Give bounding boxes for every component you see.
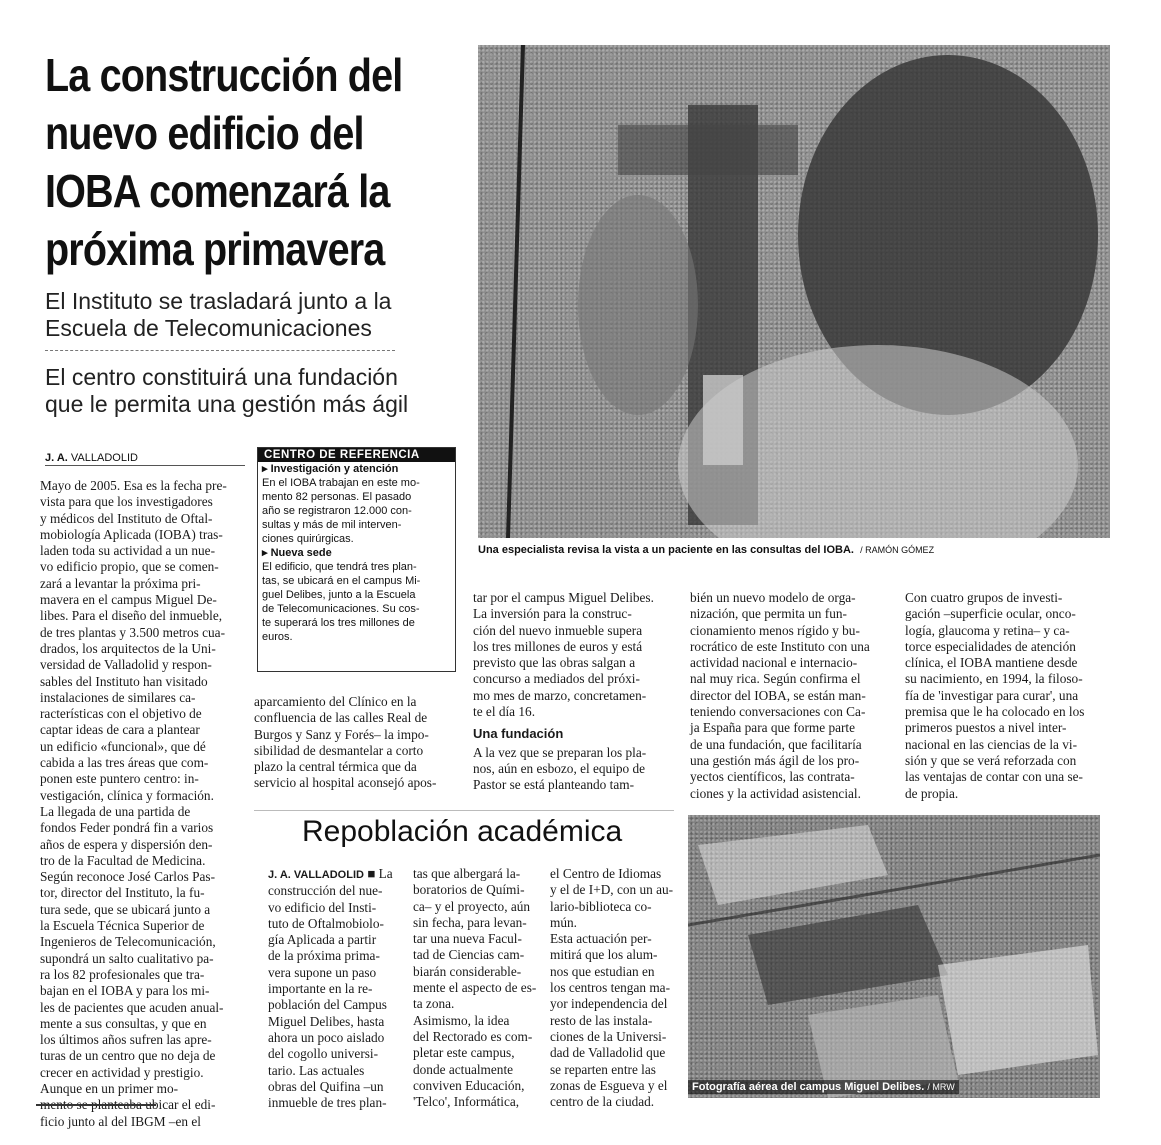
text-line: actividad nacional e internacio- [690,655,858,671]
text-line: tro de la Facultad de Medicina. [40,852,206,868]
text-line: sultas y más de mil interven- [262,519,402,531]
text-line: sin fecha, para levan- [413,914,527,930]
sidebar-column-3 [550,866,673,1110]
text-line: mente a sus consultas, y que en [40,1015,207,1031]
text-line: rocrático de este Instituto con una [690,638,870,654]
text-line: sión y que se verá reforzada con [905,752,1077,768]
photo-aerial-illustration [688,815,1100,1098]
text-line: donde actualmente [413,1061,514,1077]
deck-2 [45,364,408,418]
text-line: pletar este campus, [413,1045,515,1061]
text-line: yectos científicos, las contrata- [690,769,855,785]
text-line: mitirá que los alum- [550,947,658,963]
text-line: zará a levantar la próxima pri- [40,575,201,591]
text-line: cabida a las tres áreas que com- [40,755,209,771]
text-line: resto de las instala- [550,1012,653,1028]
column-2 [254,694,436,792]
sidebar-bullet-icon: ■ [367,866,376,881]
text-line: población del Campus [268,997,387,1013]
text-line: En el IOBA trabajan en este mo- [262,477,420,489]
text-line: vestigación, clínica y formación. [40,787,214,803]
text-line: les de pacientes que acuden anual- [40,999,224,1015]
text-line: ca– y el proyecto, aún [413,898,531,914]
text-line: tar una nueva Facul- [413,931,522,947]
bottom-rule [36,1104,156,1106]
text-line: los centros tengan ma- [550,980,671,996]
text-line: turas de un centro que no deja de [40,1048,216,1064]
text-line: El edificio, que tendrá tres plan- [262,561,417,573]
sidebar-rule [254,810,674,811]
text-line: Pastor se está planteando tam- [473,777,634,793]
aerial-caption-credit: / MRW [927,1082,955,1092]
text-line: nización, que permita un fun- [690,606,847,622]
text-line: de una fundación, que facilitaría [690,736,862,752]
text-line: mento 82 personas. El pasado [262,491,412,503]
text-line: fondos Feder pondrá fin a varios [40,820,214,836]
text-line: torce especialidades de atención [905,638,1076,654]
text-line: importante en la re- [268,981,373,997]
text-line: nal muy rica. Según confirma el [690,671,861,687]
text-line: vo edificio propio, que se comen- [40,559,219,575]
column-5 [905,590,1084,802]
text-line: gación –superficie ocular, onco- [905,606,1076,622]
column-4 [690,590,870,802]
subhead: Una fundación [473,726,564,742]
aerial-caption-text: Fotografía aérea del campus Miguel Delibes. [692,1081,925,1093]
text-line: logía, glaucoma y retina– y ca- [905,622,1070,638]
text-line: boratorios de Quími- [413,882,525,898]
text-line: la Escuela Técnica Superior de [40,918,205,934]
text-line: primeros puestos a nivel inter- [905,720,1067,736]
text-line: drados, los arquitectos de la Uni- [40,640,216,656]
text-line: Según reconoce José Carlos Pas- [40,869,216,885]
text-line: ponen este puntero centro: in- [40,771,199,787]
text-line: La llegada de una partida de [40,803,191,819]
text-line: zonas de Esgueva y el [550,1077,668,1093]
text-line: previsto que las obras salgan a [473,655,636,671]
text-line: ahora un poco aislado [268,1029,385,1045]
text-line: nos, aún en esbozo, el equipo de [473,760,646,776]
text-line: Asimismo, la idea [413,1012,510,1028]
deck-line: El Instituto se trasladará junto a la [45,288,392,314]
info-box-text [262,560,451,644]
text-line: lario-biblioteca co- [550,898,652,914]
text-line: La inversión para la construc- [473,606,632,622]
caption-text: Una especialista revisa la vista a un paciente en las consultas del IOBA. [478,544,854,556]
text-line: cionamiento menos rígido y bu- [690,622,860,638]
text-line: tas que albergará la- [413,866,521,881]
photo-aerial-campus [688,815,1100,1098]
headline-line: La construcción del [45,49,403,101]
text-line: instalaciones de similares ca- [40,689,196,705]
text-line: de tres plantas y 3.500 metros cua- [40,624,225,640]
text-line: construcción del nue- [268,883,383,899]
text-line: mo mes de marzo, concretamen- [473,687,647,703]
text-line: Mayo de 2005. Esa es la fecha pre- [40,478,227,493]
text-line: laden toda su actividad a un nue- [40,543,216,559]
text-line: confluencia de las calles Real de [254,710,428,726]
text-line: obras del Quifina –un [268,1078,384,1094]
text-line: tas, se ubicará en el campus Mi- [262,575,421,587]
text-line: captar ideas de cara a plantear [40,722,200,738]
byline-place: VALLADOLID [70,452,138,464]
text-line: tuto de Oftalmobiolo- [268,915,384,931]
sidebar-column-2 [413,866,536,1110]
info-box-subhead: ▸ Investigación y atención [262,463,399,475]
text-line: los tres millones de euros y está [473,638,643,654]
text-line: servicio al hospital aconsejó apos- [254,775,437,791]
text-line: y el de I+D, con un au- [550,882,674,898]
text-line: concurso a mediados del próxi- [473,671,640,687]
text-line: premisa que le ha colocado en los [905,704,1085,720]
text-line: supondrá un salto cualitativo pa- [40,950,214,966]
aerial-caption [688,1080,959,1094]
caption-credit: / RAMÓN GÓMEZ [860,545,935,555]
sidebar-title: Repoblación académica [302,815,623,848]
text-line: mún. [550,914,577,930]
text-line: vista para que los investigadores [40,494,213,510]
text-line: año se registraron 12.000 con- [262,505,412,517]
headline [45,46,466,278]
headline-line: nuevo edificio del [45,107,364,159]
text-line: tor, director del Instituto, la fu- [40,885,205,901]
deck-1 [45,288,391,342]
text-line: te el día 16. [473,704,536,720]
deck-line: que le permita una gestión más ágil [45,391,409,417]
divider [45,350,395,351]
text-line: versidad de Valladolid y respon- [40,657,212,673]
text-line: clínica, el IOBA mantiene desde [905,655,1078,671]
info-box-subhead-text: Nueva sede [270,547,332,559]
text-line: mente el aspecto de es- [413,980,537,996]
text-line: su nacimiento, en 1994, la filoso- [905,671,1083,687]
text-line: Burgos y Sanz y Forés– la impo- [254,726,429,742]
info-box-title: CENTRO DE REFERENCIA [258,448,455,462]
text-line: euros. [262,631,293,643]
text-line: Aunque en un primer mo- [40,1080,179,1096]
text-line: mavera en el campus Miguel De- [40,592,217,608]
photo-eye-exam [478,45,1110,538]
text-line: teniendo conversaciones con Ca- [690,704,866,720]
text-line: Esta actuación per- [550,931,652,947]
text-line: una gestión más ágil de los pro- [690,752,860,768]
text-line: ción del nuevo inmueble supera [473,622,643,638]
text-line: tar por el campus Miguel Delibes. [473,590,654,605]
text-line: de la próxima prima- [268,948,380,964]
text-line: un edificio «funcional», que dé [40,738,206,754]
text-line: años de espera y dispersión den- [40,836,213,852]
text-line: de propia. [905,785,959,801]
text-line: Con cuatro grupos de investi- [905,590,1063,605]
text-line: yor independencia del [550,996,668,1012]
text-line: biarán considerable- [413,963,522,979]
text-line: libes. Para el diseño del inmueble, [40,608,223,624]
text-line: crecer en actividad y prestigio. [40,1064,204,1080]
photo-eye-exam-illustration [478,45,1110,538]
text-line: las ventajas de contar con una se- [905,769,1083,785]
text-line: el Centro de Idiomas [550,866,662,881]
deck-line: El centro constituirá una fundación [45,364,398,390]
text-line: tad de Ciencias cam- [413,947,525,963]
deck-line: Escuela de Telecomunicaciones [45,315,372,341]
sidebar-byline: J. A. VALLADOLID [268,869,364,881]
text-line: se reparten entre las [550,1061,656,1077]
byline-rule [45,465,245,466]
text-line: te superará los tres millones de [262,617,415,629]
text-line: director del IOBA, se están man- [690,687,866,703]
text-line: Ingenieros de Telecomunicación, [40,934,216,950]
text-line: tura sede, que se ubicará junto a [40,901,211,917]
text-line: nacional en las ciencias de la vi- [905,736,1078,752]
info-box-text [262,476,451,546]
text-line: bajan en el IOBA y para los mi- [40,983,210,999]
text-line: del cogollo universi- [268,1046,379,1062]
text-line: plazo la central térmica que da [254,759,417,775]
text-line: A la vez que se preparan los pla- [473,744,647,760]
text-line: ta zona. [413,996,455,1012]
sidebar-column-1 [268,866,393,1111]
sidebar-col1-first: La [378,866,393,881]
text-line: ciones y la actividad asistencial. [690,785,861,801]
photo-caption [478,544,934,556]
column-1 [40,478,227,1130]
headline-line: próxima primavera [45,223,385,275]
headline-line: IOBA comenzará la [45,165,390,217]
text-line: mobiología Aplicada (IOBA) tras- [40,526,223,542]
text-line: guel Delibes, junto a la Escuela [262,589,416,601]
text-line: Miguel Delibes, hasta [268,1013,385,1029]
byline [45,452,138,464]
text-line: vo edificio del Insti- [268,899,377,915]
text-line: del Rectorado es com- [413,1028,533,1044]
text-line: los últimos años sufren las apre- [40,1032,212,1048]
text-line: sables del Instituto han visitado [40,673,208,689]
column-3 [473,590,654,794]
text-line: de Telecomunicaciones. Su cos- [262,603,420,615]
info-box [257,447,456,672]
text-line: tario. Las actuales [268,1062,365,1078]
text-line: ciones quirúrgicas. [262,533,354,545]
info-box-subhead-text: Investigación y atención [270,463,399,475]
byline-author: J. A. [45,452,68,464]
text-line: centro de la ciudad. [550,1094,655,1110]
text-line: mento se planteaba ubicar el edi- [40,1097,216,1113]
text-line: inmueble de tres plan- [268,1095,387,1111]
text-line: ra los 82 profesionales que tra- [40,966,205,982]
text-line: nos que estudian en [550,963,655,979]
text-line: racterísticas con el objetivo de [40,706,202,722]
text-line: sibilidad de desmantelar a corto [254,742,424,758]
text-line: bién un nuevo modelo de orga- [690,590,856,605]
text-line: ficio junto al del IBGM –en el [40,1113,202,1129]
text-line: conviven Educación, [413,1077,525,1093]
text-line: ja España para que forme parte [690,720,856,736]
text-line: dad de Valladolid que [550,1045,666,1061]
text-line: gía Aplicada a partir [268,932,377,948]
text-line: 'Telco', Informática, [413,1094,520,1110]
text-line: fía de 'investigar para curar', una [905,687,1079,703]
text-line: ciones de la Universi- [550,1028,667,1044]
text-line: y médicos del Instituto de Oftal- [40,510,213,526]
info-box-subhead: ▸ Nueva sede [262,547,332,559]
text-line: aparcamiento del Clínico en la [254,694,417,709]
text-line: vera supone un paso [268,964,377,980]
